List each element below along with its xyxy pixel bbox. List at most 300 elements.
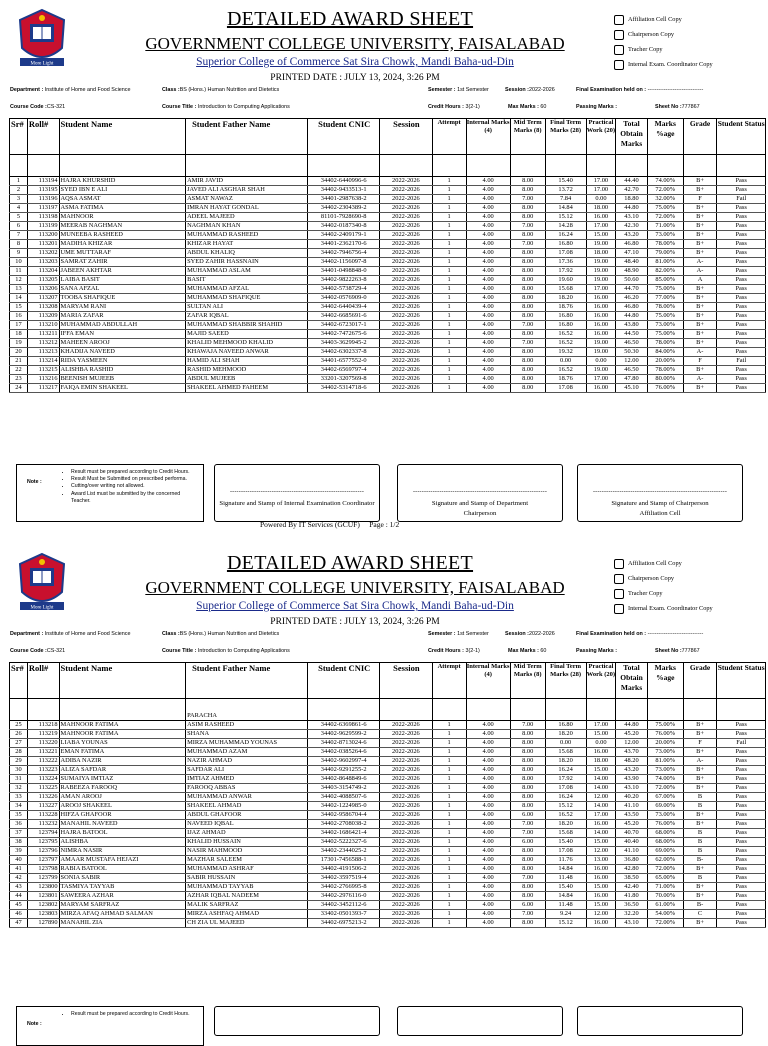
table-cell: 15.00 xyxy=(586,231,616,240)
table-cell: 73.00% xyxy=(647,321,683,330)
printed-date: PRINTED DATE : JULY 13, 2024, 3:26 PM xyxy=(270,73,440,83)
table-cell: 28 xyxy=(10,748,28,757)
table-cell: 2022-2026 xyxy=(380,910,433,919)
table-cell: JAVED ALI ASGHAR SHAH xyxy=(186,186,308,195)
table-cell: 2022-2026 xyxy=(380,222,433,231)
table-cell: 4.00 xyxy=(466,348,510,357)
table-cell: 2022-2026 xyxy=(380,330,433,339)
table-cell: 75.00% xyxy=(647,330,683,339)
table-cell: 113216 xyxy=(27,375,59,384)
table-row xyxy=(10,784,766,793)
table-cell: 30 xyxy=(10,766,28,775)
table-cell: 14.84 xyxy=(545,892,586,901)
table-cell: 0.00 xyxy=(545,357,586,366)
table-cell: 33201-3207569-8 xyxy=(308,375,380,384)
table-cell: 8.00 xyxy=(510,865,545,874)
table-cell: 16.00 xyxy=(586,213,616,222)
table-cell: 16.24 xyxy=(545,231,586,240)
table-cell: 42.70 xyxy=(616,186,648,195)
table-cell: 113205 xyxy=(27,276,59,285)
table-cell: 72.00% xyxy=(647,865,683,874)
table-cell: 2022-2026 xyxy=(380,901,433,910)
table-cell: 4.00 xyxy=(466,775,510,784)
table-cell: HAJRA KHURSHID xyxy=(59,177,186,186)
table-cell: 8.00 xyxy=(510,883,545,892)
table-cell: 34402-9602997-4 xyxy=(308,757,380,766)
table-cell: 4.00 xyxy=(466,375,510,384)
table-cell: 62.00% xyxy=(647,856,683,865)
teacher-copy-checkbox[interactable]: Tracher Copy xyxy=(614,42,713,57)
table-cell xyxy=(380,699,433,721)
table-cell: 8.00 xyxy=(510,366,545,375)
table-cell: 7.00 xyxy=(510,874,545,883)
table-cell xyxy=(186,155,308,177)
table-row xyxy=(10,294,766,303)
table-cell: 13.00 xyxy=(586,856,616,865)
table-cell: 44.40 xyxy=(616,177,648,186)
table-row xyxy=(10,330,766,339)
table-cell: 34402-1686421-4 xyxy=(308,829,380,838)
table-cell: 12.00 xyxy=(586,910,616,919)
table-cell: 75.00% xyxy=(647,204,683,213)
table-cell: 4.00 xyxy=(466,748,510,757)
table-cell: 17.92 xyxy=(545,267,586,276)
table-cell: 15.40 xyxy=(545,177,586,186)
teacher-copy-checkbox[interactable]: Tracher Copy xyxy=(614,586,713,601)
table-row xyxy=(10,186,766,195)
svg-text:More Light: More Light xyxy=(30,605,54,611)
table-cell: 13.72 xyxy=(545,186,586,195)
award-table-page-2 xyxy=(9,662,766,928)
table-cell: 1 xyxy=(432,910,466,919)
table-cell: 78.00% xyxy=(647,303,683,312)
table-cell: Pass xyxy=(717,901,766,910)
table-cell: 113206 xyxy=(27,285,59,294)
table-cell: 34402-2766995-8 xyxy=(308,883,380,892)
table-cell: 72.00% xyxy=(647,784,683,793)
table-cell: 7.00 xyxy=(510,195,545,204)
table-cell: 85.00% xyxy=(647,276,683,285)
table-cell: 15.40 xyxy=(545,883,586,892)
table-cell: 17.00 xyxy=(586,186,616,195)
table-cell: 8.00 xyxy=(510,384,545,393)
table-cell: 4.00 xyxy=(466,766,510,775)
table-cell: 74.00% xyxy=(647,177,683,186)
table-cell: 4.00 xyxy=(466,276,510,285)
table-cell: 78.00% xyxy=(647,339,683,348)
table-cell: Fail xyxy=(717,357,766,366)
table-cell: Pass xyxy=(717,348,766,357)
table-cell: 41.10 xyxy=(616,847,648,856)
table-cell: 4.00 xyxy=(466,384,510,393)
table-cell: 69.00% xyxy=(647,847,683,856)
table-cell: 17.00 xyxy=(586,375,616,384)
table-cell: 8.00 xyxy=(510,249,545,258)
table-cell: 17.08 xyxy=(545,784,586,793)
table-cell: Pass xyxy=(717,177,766,186)
table-cell: 18.76 xyxy=(545,375,586,384)
table-cell: 4.00 xyxy=(466,847,510,856)
table-cell: 1 xyxy=(432,721,466,730)
table-cell: 23 xyxy=(10,375,28,384)
table-cell xyxy=(510,699,545,721)
table-cell: B+ xyxy=(683,384,717,393)
table-cell: Pass xyxy=(717,312,766,321)
table-cell: 68.00% xyxy=(647,829,683,838)
table-cell: 8.00 xyxy=(510,730,545,739)
table-cell: 113199 xyxy=(27,222,59,231)
table-cell: 2022-2026 xyxy=(380,276,433,285)
table-cell: 44.70 xyxy=(616,285,648,294)
table-cell: 2 xyxy=(10,186,28,195)
table-cell: 71.00% xyxy=(647,222,683,231)
table-cell: 2022-2026 xyxy=(380,856,433,865)
table-cell: B+ xyxy=(683,294,717,303)
table-cell: 8.00 xyxy=(510,847,545,856)
table-cell: A- xyxy=(683,348,717,357)
table-cell: 1 xyxy=(432,357,466,366)
table-cell: 11.76 xyxy=(545,856,586,865)
table-cell: 79.00% xyxy=(647,249,683,258)
table-cell: 4.00 xyxy=(466,883,510,892)
table-cell: 1 xyxy=(432,240,466,249)
table-cell: 34402-7946756-4 xyxy=(308,249,380,258)
table-cell: 14.00 xyxy=(586,802,616,811)
university-name: GOVERNMENT COLLEGE UNIVERSITY, FAISALABAD xyxy=(145,34,565,53)
table-cell: 40.70 xyxy=(616,829,648,838)
affiliation-copy-checkbox[interactable]: Affiliation Cell Copy xyxy=(614,12,713,27)
table-cell: 36.80 xyxy=(616,856,648,865)
table-cell: 16.00 xyxy=(586,330,616,339)
table-cell: 18.20 xyxy=(545,730,586,739)
table-cell: Pass xyxy=(717,847,766,856)
table-cell: 1 xyxy=(432,802,466,811)
copy-checkboxes xyxy=(614,12,713,72)
table-cell: 43.70 xyxy=(616,748,648,757)
table-cell: 2022-2026 xyxy=(380,375,433,384)
table-cell: 31 xyxy=(10,775,28,784)
table-cell xyxy=(586,155,616,177)
table-cell: 113227 xyxy=(27,802,59,811)
table-cell: MAHNOOR FATIMA xyxy=(59,721,186,730)
table-cell: HIFZA GHAFOOR xyxy=(59,811,186,820)
table-cell: 1 xyxy=(432,366,466,375)
table-cell: 34402-0187340-8 xyxy=(308,222,380,231)
table-cell: 1 xyxy=(432,222,466,231)
table-row xyxy=(10,213,766,222)
table-cell: 2022-2026 xyxy=(380,721,433,730)
table-cell: 4.00 xyxy=(466,303,510,312)
table-cell: 42.40 xyxy=(616,883,648,892)
table-cell: C xyxy=(683,910,717,919)
table-cell: 34402-4088507-6 xyxy=(308,793,380,802)
table-cell: 1 xyxy=(432,757,466,766)
table-cell: 82.00% xyxy=(647,267,683,276)
table-cell: B xyxy=(683,874,717,883)
table-row xyxy=(10,901,766,910)
table-cell: 8.00 xyxy=(510,919,545,928)
table-cell: NASIR MAHMOOD xyxy=(186,847,308,856)
affiliation-copy-checkbox[interactable]: Affiliation Cell Copy xyxy=(614,556,713,571)
table-cell: 8.00 xyxy=(510,177,545,186)
table-cell: B+ xyxy=(683,213,717,222)
table-row xyxy=(10,829,766,838)
table-cell: 19.32 xyxy=(545,348,586,357)
table-cell: 2022-2026 xyxy=(380,874,433,883)
table-cell: 16.00 xyxy=(586,321,616,330)
table-cell: 34402-1224985-0 xyxy=(308,802,380,811)
table-cell: 1 xyxy=(432,348,466,357)
table-cell: 2022-2026 xyxy=(380,186,433,195)
table-cell: 113194 xyxy=(27,177,59,186)
table-cell: 4.00 xyxy=(466,285,510,294)
table-cell: 34402-1156097-8 xyxy=(308,258,380,267)
table-cell: 34402-3597519-4 xyxy=(308,874,380,883)
table-cell xyxy=(717,699,766,721)
table-cell: 61.00% xyxy=(647,901,683,910)
table-cell: 4.00 xyxy=(466,294,510,303)
table-cell: Pass xyxy=(717,375,766,384)
table-cell: 15.00 xyxy=(586,838,616,847)
table-cell xyxy=(545,699,586,721)
table-cell: 7.00 xyxy=(510,820,545,829)
table-cell: 8.00 xyxy=(510,231,545,240)
table-cell: KHAWAJA NAVEED ANWAR xyxy=(186,348,308,357)
table-cell: 2022-2026 xyxy=(380,303,433,312)
table-cell: 7.00 xyxy=(510,721,545,730)
table-cell: 2022-2026 xyxy=(380,748,433,757)
table-cell: 35 xyxy=(10,811,28,820)
table-cell: ALISHBA xyxy=(59,838,186,847)
chairperson-copy-checkbox[interactable]: Chairperson Copy xyxy=(614,571,713,586)
table-cell: 18.00 xyxy=(586,757,616,766)
table-row xyxy=(10,339,766,348)
table-cell: 4.00 xyxy=(466,865,510,874)
table-cell: 113197 xyxy=(27,204,59,213)
table-cell: 8.00 xyxy=(510,892,545,901)
table-cell: ASMAT NAWAZ xyxy=(186,195,308,204)
table-cell: 113225 xyxy=(27,784,59,793)
table-cell: 113219 xyxy=(27,730,59,739)
table-cell: 78.00% xyxy=(647,240,683,249)
table-cell: Fail xyxy=(717,739,766,748)
table-cell: 48.20 xyxy=(616,757,648,766)
table-cell: 0.00 xyxy=(586,357,616,366)
table-cell: 8.00 xyxy=(510,766,545,775)
table-cell: 16.00 xyxy=(586,865,616,874)
table-cell: 34403-3154749-2 xyxy=(308,784,380,793)
table-cell: 14 xyxy=(10,294,28,303)
table-cell: B+ xyxy=(683,231,717,240)
table-cell: 41.10 xyxy=(616,802,648,811)
table-cell: TOOBA SHAFIQUE xyxy=(59,294,186,303)
table-cell: 19.00 xyxy=(586,348,616,357)
table-cell: 2022-2026 xyxy=(380,294,433,303)
table-cell: 113213 xyxy=(27,348,59,357)
table-cell: 113214 xyxy=(27,357,59,366)
table-cell: 44.80 xyxy=(616,721,648,730)
table-cell: Pass xyxy=(717,730,766,739)
table-cell: 17.92 xyxy=(545,775,586,784)
table-cell: B+ xyxy=(683,366,717,375)
table-cell: 17 xyxy=(10,321,28,330)
table-cell: KHIZAR HAYAT xyxy=(186,240,308,249)
table-cell: 113232 xyxy=(27,820,59,829)
table-cell: 2022-2026 xyxy=(380,285,433,294)
table-cell xyxy=(380,155,433,177)
table-cell: EMAN FATIMA xyxy=(59,748,186,757)
table-cell: 47.80 xyxy=(616,375,648,384)
table-cell: 113195 xyxy=(27,186,59,195)
table-cell: 69.00% xyxy=(647,802,683,811)
table-header: Sr# Roll# Student Name Student Father Name Student CNIC Session Attempt Internal Marks (4) Mid Term Marks (8) Final Term Marks (28) Practical Work (20) Total Obtain Marks Marks %age Grade Student Status xyxy=(10,663,766,699)
table-cell: 123795 xyxy=(27,838,59,847)
table-cell: 1 xyxy=(432,775,466,784)
table-cell: 37 xyxy=(10,829,28,838)
table-cell: 75.00% xyxy=(647,312,683,321)
table-row xyxy=(10,366,766,375)
table-cell: 34403-3629945-2 xyxy=(308,339,380,348)
table-cell: 113215 xyxy=(27,366,59,375)
table-cell: 72.00% xyxy=(647,919,683,928)
table-cell: 34402-2976116-0 xyxy=(308,892,380,901)
table-row xyxy=(10,892,766,901)
table-cell: Pass xyxy=(717,883,766,892)
chairperson-copy-checkbox[interactable]: Chairperson Copy xyxy=(614,27,713,42)
table-cell: 34402-5738729-4 xyxy=(308,285,380,294)
table-cell: 67.00% xyxy=(647,793,683,802)
table-cell: 1 xyxy=(432,820,466,829)
table-cell: 34402-6975213-2 xyxy=(308,919,380,928)
table-cell: 16.52 xyxy=(545,366,586,375)
table-cell: 8.00 xyxy=(510,276,545,285)
table-cell: 34401-0498848-0 xyxy=(308,267,380,276)
university-name: GOVERNMENT COLLEGE UNIVERSITY, FAISALABAD xyxy=(145,578,565,597)
table-cell: 7.00 xyxy=(510,829,545,838)
table-cell: 34402-2304389-2 xyxy=(308,204,380,213)
table-cell: 4.00 xyxy=(466,357,510,366)
college-name: Superior College of Commerce Sat Sira Chowk, Mandi Baha-ud-Din xyxy=(196,56,514,68)
coordinator-copy-checkbox[interactable]: Internal Exam. Coordinator Copy xyxy=(614,601,713,616)
table-row xyxy=(10,348,766,357)
table-cell: 17.08 xyxy=(545,384,586,393)
table-cell: 2022-2026 xyxy=(380,339,433,348)
table-cell: SHANA xyxy=(186,730,308,739)
table-cell: Pass xyxy=(717,721,766,730)
table-cell: 46.50 xyxy=(616,366,648,375)
table-cell: 2022-2026 xyxy=(380,847,433,856)
table-cell: TASMIYA TAYYAB xyxy=(59,883,186,892)
table-cell: 14.28 xyxy=(545,222,586,231)
table-cell: 1 xyxy=(432,784,466,793)
table-cell: 12.00 xyxy=(586,793,616,802)
table-cell: MUHAMMAD ABDULLAH xyxy=(59,321,186,330)
table-cell: MAHNOOR FATIMA xyxy=(59,730,186,739)
table-cell: MUHAMMAD TAYYAB xyxy=(186,883,308,892)
table-cell: 42.80 xyxy=(616,865,648,874)
table-row xyxy=(10,285,766,294)
table-cell: 72.00% xyxy=(647,186,683,195)
table-cell: Pass xyxy=(717,865,766,874)
table-row xyxy=(10,883,766,892)
table-cell: B+ xyxy=(683,865,717,874)
table-cell: 16.00 xyxy=(586,303,616,312)
table-cell: 40.40 xyxy=(616,838,648,847)
table-cell: 47.10 xyxy=(616,249,648,258)
table-cell: 65.00% xyxy=(647,874,683,883)
table-cell: 50.60 xyxy=(616,276,648,285)
table-row xyxy=(10,357,766,366)
table-cell: 15.68 xyxy=(545,748,586,757)
table-cell: 15.68 xyxy=(545,285,586,294)
table-cell: MALIK SARFRAZ xyxy=(186,901,308,910)
table-cell: 12 xyxy=(10,276,28,285)
table-cell: 14.84 xyxy=(545,204,586,213)
table-cell: 18.00 xyxy=(586,249,616,258)
table-cell: 81.00% xyxy=(647,757,683,766)
table-cell: 15 xyxy=(10,303,28,312)
table-cell: 4.00 xyxy=(466,267,510,276)
table-cell: 113208 xyxy=(27,303,59,312)
table-row xyxy=(10,730,766,739)
table-cell: 34402-5314718-6 xyxy=(308,384,380,393)
table-cell: 15.12 xyxy=(545,213,586,222)
table-cell: SAFDAR ALI xyxy=(186,766,308,775)
table-cell: 34402-0576909-0 xyxy=(308,294,380,303)
table-cell: 18.20 xyxy=(545,757,586,766)
table-row xyxy=(10,231,766,240)
table-cell: 34402-8713024-6 xyxy=(308,739,380,748)
table-cell: MUHAMMAD RASHEED xyxy=(186,231,308,240)
table-cell: AMIR JAVID xyxy=(186,177,308,186)
table-cell: 48.40 xyxy=(616,258,648,267)
table-cell: 18.20 xyxy=(545,294,586,303)
table-cell xyxy=(717,155,766,177)
table-cell: 8.00 xyxy=(510,285,545,294)
table-cell: 14.00 xyxy=(586,784,616,793)
table-cell: 14.00 xyxy=(586,829,616,838)
table-cell: SABIR HUSSAIN xyxy=(186,874,308,883)
table-cell: 1 xyxy=(432,231,466,240)
table-row-carryover xyxy=(10,699,766,721)
table-cell: 4.00 xyxy=(466,366,510,375)
table-cell: 4.00 xyxy=(466,258,510,267)
table-cell: 2022-2026 xyxy=(380,775,433,784)
table-cell: MAJID SAEED xyxy=(186,330,308,339)
table-cell: 21 xyxy=(10,357,28,366)
table-cell: 1 xyxy=(432,847,466,856)
coordinator-copy-checkbox[interactable]: Internal Exam. Coordinator Copy xyxy=(614,57,713,72)
table-cell: 34402-2344025-2 xyxy=(308,847,380,856)
table-cell: 16.24 xyxy=(545,793,586,802)
table-cell: 12.00 xyxy=(616,739,648,748)
table-cell: 16.80 xyxy=(545,240,586,249)
table-cell: 17.00 xyxy=(586,285,616,294)
table-cell: 1 xyxy=(432,213,466,222)
table-cell: 34402-9291255-2 xyxy=(308,766,380,775)
table-cell: B+ xyxy=(683,721,717,730)
table-cell: A- xyxy=(683,375,717,384)
table-cell: F xyxy=(683,357,717,366)
table-cell: 19.00 xyxy=(586,258,616,267)
table-cell: B+ xyxy=(683,204,717,213)
table-cell: 34401-6577552-0 xyxy=(308,357,380,366)
table-cell: 15.68 xyxy=(545,829,586,838)
table-cell: 11 xyxy=(10,267,28,276)
table-cell: 14.84 xyxy=(545,865,586,874)
table-cell: 2022-2026 xyxy=(380,258,433,267)
table-cell: 9.24 xyxy=(545,910,586,919)
